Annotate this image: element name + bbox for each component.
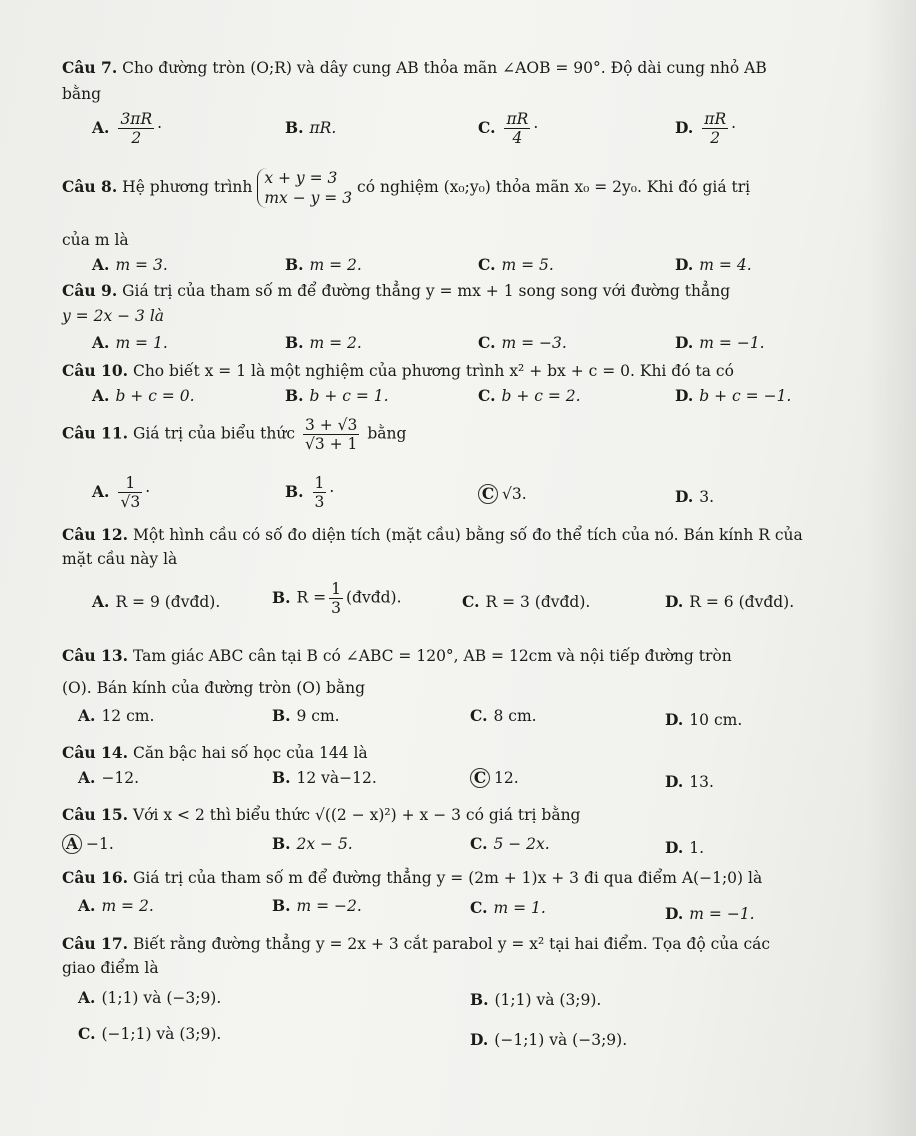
circled-answer-mark: C	[478, 484, 498, 504]
question-8: Câu 8. Hệ phương trình x + y = 3 mx − y = 3 có nghiệm (x₀;y₀) thỏa mãn x₀ = 2y₀. Khi đó giá trị	[62, 169, 751, 207]
q12-option-b[interactable]: B. R = $\frac{1}{3}$ (đvđd).	[272, 580, 402, 617]
circled-answer-mark: A	[62, 834, 82, 854]
question-17-cont: giao điểm là	[62, 959, 159, 977]
question-9: Câu 9. Giá trị của tham số m để đường thẳng y = mx + 1 song song với đường thẳng	[62, 281, 731, 300]
q7-option-a[interactable]: A. $\frac{3\pi R}{2}$ ·	[92, 110, 163, 147]
question-16: Câu 16. Giá trị của tham số m để đường thẳng y = (2m + 1)x + 3 đi qua điểm A(−1;0) là	[62, 868, 763, 887]
fraction: $\frac{\pi R}{4}$	[506, 110, 529, 147]
q15-option-a[interactable]: A −1.	[62, 834, 114, 854]
question-text: bằng	[62, 85, 102, 103]
question-8-cont: của m là	[62, 231, 129, 249]
question-10: Câu 10. Cho biết x = 1 là một nghiệm của phương trình x² + bx + c = 0. Khi đó ta có	[62, 361, 734, 380]
q14-option-b[interactable]: B. 12 và−12.	[272, 768, 377, 787]
question-text: Cho đường tròn (O;R) và dây cung AB thỏa mãn ∠AOB = 90°. Độ dài cung nhỏ AB	[122, 59, 767, 77]
q17-option-b[interactable]: B. (1;1) và (3;9).	[470, 990, 602, 1009]
q16-option-c[interactable]: C. m = 1.	[470, 898, 546, 917]
fraction: $\frac{1}{3}$	[314, 474, 325, 511]
q9-option-d[interactable]: D. m = −1.	[675, 333, 765, 352]
q11-option-b[interactable]: B. $\frac{1}{3}$ ·	[285, 474, 335, 511]
equation-system: x + y = 3 mx − y = 3	[257, 168, 352, 208]
fraction: $\frac{1}{3}$	[331, 580, 341, 617]
q17-option-c[interactable]: C. (−1;1) và (3;9).	[78, 1024, 222, 1043]
q15-option-c[interactable]: C. 5 − 2x.	[470, 834, 550, 853]
q15-option-b[interactable]: B. 2x − 5.	[272, 834, 353, 853]
q7-option-c[interactable]: C. $\frac{\pi R}{4}$ ·	[478, 110, 539, 147]
question-17: Câu 17. Biết rằng đường thẳng y = 2x + 3 cắt parabol y = x² tại hai điểm. Tọa độ của các	[62, 934, 771, 953]
question-label: Câu 7.	[62, 58, 118, 77]
question-12-cont: mặt cầu này là	[62, 550, 178, 568]
q17-option-a[interactable]: A. (1;1) và (−3;9).	[78, 988, 222, 1007]
q8-option-d[interactable]: D. m = 4.	[675, 255, 752, 274]
q15-option-d[interactable]: D. 1.	[665, 838, 705, 857]
fraction: $\frac{1}{√3}$	[120, 474, 141, 511]
q9-option-a[interactable]: A. m = 1.	[92, 333, 168, 352]
fraction: $\frac{3 + √3}{√3 + 1}$	[304, 416, 358, 453]
circled-answer-mark: C	[470, 768, 490, 788]
q14-option-a[interactable]: A. −12.	[78, 768, 140, 787]
q12-option-a[interactable]: A. R = 9 (đvđd).	[92, 592, 221, 611]
question-11: Câu 11. Giá trị của biểu thức $\frac{3 + √3}{√3 + 1}$ bằng	[62, 416, 407, 453]
page-fold-shadow	[866, 0, 916, 1136]
question-7	[62, 58, 767, 78]
q13-option-c[interactable]: C. 8 cm.	[470, 706, 537, 725]
q10-option-c[interactable]: C. b + c = 2.	[478, 386, 581, 405]
q11-option-a[interactable]: A. $\frac{1}{√3}$ ·	[92, 474, 151, 511]
question-13-cont: (O). Bán kính của đường tròn (O) bằng	[62, 679, 366, 697]
q16-option-d[interactable]: D. m = −1.	[665, 904, 755, 923]
fraction: $\frac{3\pi R}{2}$	[120, 110, 153, 147]
q14-option-d[interactable]: D. 13.	[665, 772, 714, 791]
q7-option-d[interactable]: D. $\frac{\pi R}{2}$ ·	[675, 110, 737, 147]
q16-option-b[interactable]: B. m = −2.	[272, 896, 362, 915]
q9-option-b[interactable]: B. m = 2.	[285, 333, 362, 352]
q8-option-a[interactable]: A. m = 3.	[92, 255, 168, 274]
q10-option-b[interactable]: B. b + c = 1.	[285, 386, 389, 405]
q13-option-a[interactable]: A. 12 cm.	[78, 706, 155, 725]
q9-option-c[interactable]: C. m = −3.	[478, 333, 567, 352]
q12-option-d[interactable]: D. R = 6 (đvđd).	[665, 592, 795, 611]
question-14: Câu 14. Căn bậc hai số học của 144 là	[62, 743, 368, 762]
q17-option-d[interactable]: D. (−1;1) và (−3;9).	[470, 1030, 628, 1049]
question-7-cont	[62, 84, 101, 104]
q13-option-b[interactable]: B. 9 cm.	[272, 706, 340, 725]
fraction: $\frac{\pi R}{2}$	[704, 110, 727, 147]
q10-option-a[interactable]: A. b + c = 0.	[92, 386, 195, 405]
q12-option-c[interactable]: C. R = 3 (đvđd).	[462, 592, 591, 611]
q8-option-b[interactable]: B. m = 2.	[285, 255, 362, 274]
question-13: Câu 13. Tam giác ABC cân tại B có ∠ABC = 120°, AB = 12cm và nội tiếp đường tròn	[62, 646, 732, 665]
question-15: Câu 15. Với x < 2 thì biểu thức √((2 − x)²) + x − 3 có giá trị bằng	[62, 805, 581, 824]
q16-option-a[interactable]: A. m = 2.	[78, 896, 154, 915]
q7-option-b[interactable]: B. πR.	[285, 118, 337, 137]
q8-option-c[interactable]: C. m = 5.	[478, 255, 554, 274]
q14-option-c[interactable]: C 12.	[470, 768, 519, 788]
q10-option-d[interactable]: D. b + c = −1.	[675, 386, 792, 405]
question-9-cont: y = 2x − 3 là	[62, 307, 165, 325]
q13-option-d[interactable]: D. 10 cm.	[665, 710, 743, 729]
question-12: Câu 12. Một hình cầu có số đo diện tích (mặt cầu) bằng số đo thể tích của nó. Bán kính R của	[62, 525, 803, 544]
q11-option-d[interactable]: D. 3.	[675, 487, 715, 506]
q11-option-c[interactable]: C √3.	[478, 484, 527, 504]
